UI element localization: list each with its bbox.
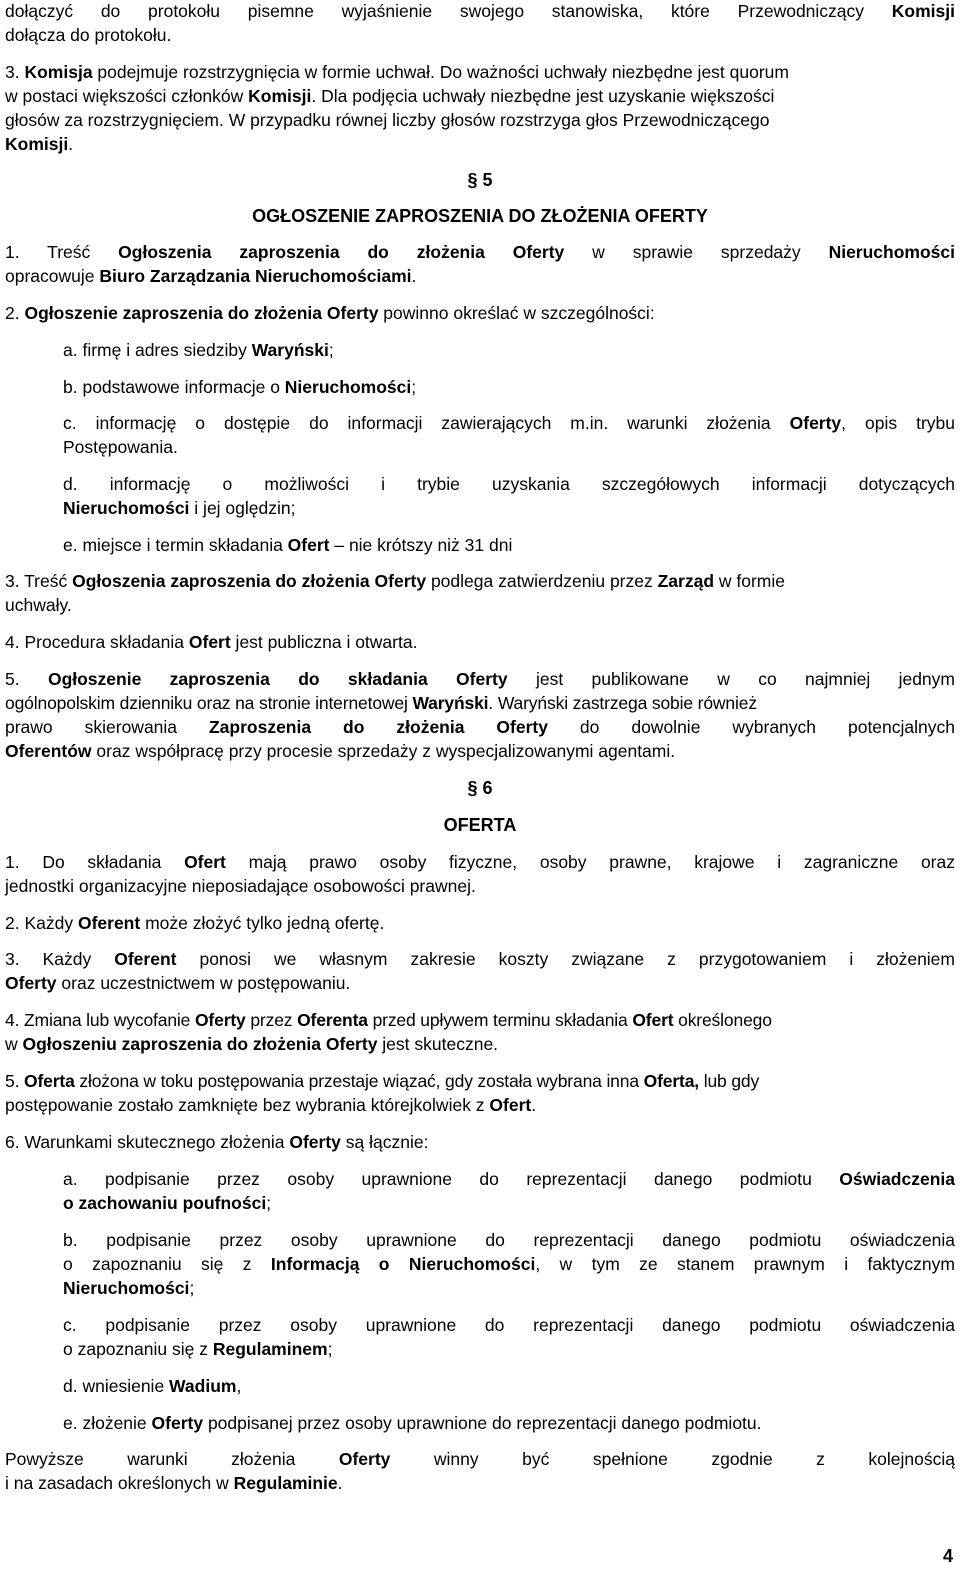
bold-term: Ogłoszenie zaproszenia do złożenia Oferty: [24, 303, 379, 323]
text-run: w formie: [714, 571, 785, 591]
text-run: w sprawie sprzedaży: [564, 242, 829, 262]
text-line: [0, 169, 960, 191]
text-line: [5, 875, 955, 897]
text-line: [5, 948, 955, 970]
text-line: [63, 339, 955, 361]
text-line: [5, 1448, 955, 1470]
text-line: [5, 1009, 955, 1031]
text-line: [63, 1229, 955, 1251]
text-run: 1. Treść: [5, 242, 119, 262]
text-run: 3. Każdy: [5, 949, 115, 969]
bold-term: Regulaminie: [233, 1473, 338, 1493]
bold-term: OGŁOSZENIE ZAPROSZENIA DO ZŁOŻENIA OFERTY: [252, 206, 708, 226]
text-line: [5, 24, 955, 46]
text-run: jest publiczna i otwarta.: [230, 632, 418, 652]
text-run: lub gdy: [699, 1071, 760, 1091]
text-run: ;: [327, 1339, 333, 1359]
bold-term: Oferty: [194, 1010, 246, 1030]
text-line: [5, 1131, 955, 1153]
bold-term: Komisji: [248, 86, 312, 106]
bold-term: § 6: [467, 778, 493, 798]
text-run: d. wniesienie: [63, 1376, 170, 1396]
bold-term: Ogłoszeniu zaproszenia do złożenia Oferty: [22, 1034, 378, 1054]
text-run: może złożyć tylko jedną ofertę.: [140, 913, 385, 933]
bold-term: Oferty: [5, 973, 57, 993]
bold-term: Regulaminem: [212, 1339, 328, 1359]
text-line: [5, 631, 955, 653]
text-run: d. informację o możliwości i trybie uzyskania szczegółowych informacji dotyczących: [63, 474, 955, 494]
bold-term: Waryński: [412, 693, 489, 713]
text-run: 5.: [5, 669, 48, 689]
text-run: podpisanej przez osoby uprawnione do reprezentacji danego podmiotu.: [203, 1413, 762, 1433]
bold-term: Wadium: [169, 1376, 237, 1396]
bold-term: Oferty: [789, 413, 842, 433]
text-run: przed upływem terminu składania: [367, 1010, 633, 1030]
text-line: [0, 777, 960, 799]
text-line: [0, 814, 960, 836]
text-run: .: [337, 1473, 343, 1493]
text-line: [5, 1094, 955, 1116]
bold-term: Oferentów: [5, 741, 92, 761]
text-line: [63, 1338, 955, 1360]
text-run: c. podpisanie przez osoby uprawnione do reprezentacji danego podmiotu oświadczenia: [63, 1315, 955, 1335]
text-line: [5, 692, 955, 714]
bold-term: Nieruchomości: [284, 377, 412, 397]
bold-term: Oferent: [114, 949, 177, 969]
text-run: , opis trybu: [841, 413, 955, 433]
text-run: a. firmę i adres siedziby: [63, 340, 252, 360]
text-run: i na zasadach określonych w: [5, 1473, 234, 1493]
text-run: winny być spełnione zgodnie z kolejnością: [390, 1449, 956, 1469]
text-line: [5, 972, 955, 994]
text-run: c. informację o dostępie do informacji zawierających m.in. warunki złożenia: [63, 413, 790, 433]
text-run: ,: [236, 1376, 242, 1396]
bold-term: Biuro Zarządzania Nieruchomościami: [99, 266, 412, 286]
bold-term: Komisja: [24, 62, 93, 82]
bold-term: Ogłoszenia zaproszenia do złożenia Oferty: [118, 242, 565, 262]
text-line: [5, 716, 955, 738]
text-run: jest skuteczne.: [377, 1034, 499, 1054]
text-line: [5, 1070, 955, 1092]
bold-term: Oświadczenia: [839, 1169, 955, 1189]
text-run: 2.: [5, 303, 25, 323]
text-run: .: [411, 266, 417, 286]
bold-term: Ofert: [489, 1095, 532, 1115]
page-number: 4: [942, 1546, 953, 1566]
bold-term: Oferent: [77, 913, 141, 933]
bold-term: Informacją o Nieruchomości: [270, 1254, 536, 1274]
text-run: opracowuje: [5, 266, 100, 286]
bold-term: Zarząd: [657, 571, 715, 591]
bold-term: Oferta: [24, 1071, 75, 1091]
text-run: 3. Treść: [5, 571, 73, 591]
text-run: ponosi we własnym zakresie koszty związane z przygotowaniem i złożeniem: [176, 949, 955, 969]
text-line: [63, 412, 955, 434]
text-run: . Dla podjęcia uchwały niezbędne jest uzyskanie większości: [311, 86, 775, 106]
bold-term: Ofert: [188, 632, 231, 652]
text-line: [63, 1412, 955, 1434]
text-line: [5, 851, 955, 873]
bold-term: Oferty: [151, 1413, 204, 1433]
bold-term: Ofert: [184, 852, 226, 872]
text-run: określonego: [673, 1010, 772, 1030]
text-run: 1. Do składania: [5, 852, 185, 872]
bold-term: Nieruchomości: [63, 1278, 190, 1298]
text-line: [63, 1168, 955, 1190]
text-run: oraz współpracę przy procesie sprzedaży z wyspecjalizowanymi agentami.: [91, 741, 676, 761]
text-run: do dowolnie wybranych potencjalnych: [547, 717, 955, 737]
bold-term: Oferenta: [297, 1010, 368, 1030]
text-run: . Waryński zastrzega sobie również: [488, 693, 757, 713]
text-run: b. podstawowe informacje o: [63, 377, 285, 397]
text-run: głosów za rozstrzygnięciem. W przypadku równej liczby głosów rozstrzyga głos Przewodniczącego: [5, 110, 770, 130]
text-run: w postaci większości członków: [5, 86, 249, 106]
text-line: [63, 473, 955, 495]
text-line: [5, 133, 955, 155]
text-line: [5, 302, 955, 324]
bold-term: Zaproszenia do złożenia Oferty: [208, 717, 548, 737]
text-line: [63, 436, 955, 458]
text-line: [5, 1472, 955, 1494]
text-line: [0, 205, 960, 227]
text-line: [5, 241, 955, 263]
text-run: są łącznie:: [340, 1132, 429, 1152]
bold-term: § 5: [467, 170, 493, 190]
bold-term: Ofert: [632, 1010, 674, 1030]
bold-term: Komisji: [5, 134, 69, 154]
text-run: o zapoznaniu się z: [63, 1339, 213, 1359]
text-line: [5, 594, 955, 616]
text-run: Powyższe warunki złożenia: [5, 1449, 339, 1469]
text-run: podejmuje rozstrzygnięcia w formie uchwał. Do ważności uchwały niezbędne jest quorum: [92, 62, 789, 82]
text-run: jednostki organizacyjne nieposiadające osobowości prawnej.: [5, 876, 476, 896]
text-run: e. miejsce i termin składania: [63, 535, 288, 555]
text-line: [63, 1277, 955, 1299]
text-line: [5, 109, 955, 131]
text-run: .: [531, 1095, 537, 1115]
bold-term: Komisji: [891, 1, 955, 21]
bold-term: Oferta,: [643, 1071, 700, 1091]
text-run: 5.: [5, 1071, 25, 1091]
text-run: dołącza do protokołu.: [5, 25, 172, 45]
text-run: – nie krótszy niż 31 dni: [329, 535, 513, 555]
bold-term: OFERTA: [443, 815, 517, 835]
text-run: 4. Procedura składania: [5, 632, 189, 652]
text-run: jest publikowane w co najmniej jednym: [507, 669, 955, 689]
text-line: [63, 1253, 955, 1275]
text-run: .: [68, 134, 74, 154]
bold-term: o zachowaniu poufności: [63, 1193, 267, 1213]
text-run: e. złożenie: [63, 1413, 152, 1433]
text-run: i jej oględzin;: [189, 498, 296, 518]
text-line: [63, 1192, 955, 1214]
text-line: [5, 668, 955, 690]
bold-term: Waryński: [251, 340, 329, 360]
text-run: ;: [189, 1278, 195, 1298]
bold-term: Ofert: [287, 535, 330, 555]
text-run: a. podpisanie przez osoby uprawnione do reprezentacji danego podmiotu: [63, 1169, 840, 1189]
text-line: [5, 1033, 955, 1055]
text-run: ogólnopolskim dzienniku oraz na stronie internetowej: [5, 693, 413, 713]
text-line: [63, 1314, 955, 1336]
text-run: prawo skierowania: [5, 717, 209, 737]
text-line: [63, 534, 955, 556]
text-run: ;: [266, 1193, 272, 1213]
bold-term: Ogłoszenia zaproszenia do złożenia Oferty: [72, 571, 427, 591]
text-line: [5, 265, 955, 287]
bold-term: Ogłoszenie zaproszenia do składania Oferty: [47, 669, 508, 689]
text-line: [5, 570, 955, 592]
text-run: b. podpisanie przez osoby uprawnione do reprezentacji danego podmiotu oświadczenia: [63, 1230, 955, 1250]
text-run: 2. Każdy: [5, 913, 78, 933]
text-line: [63, 376, 955, 398]
text-line: [5, 0, 955, 22]
text-run: ;: [411, 377, 417, 397]
text-run: dołączyć do protokołu pisemne wyjaśnienie swojego stanowiska, które Przewodniczący: [5, 1, 892, 21]
text-run: 6. Warunkami skutecznego złożenia: [5, 1132, 290, 1152]
text-run: podlega zatwierdzeniu przez: [426, 571, 658, 591]
text-line: [5, 61, 955, 83]
text-run: uchwały.: [5, 595, 72, 615]
bold-term: Oferty: [338, 1449, 391, 1469]
text-run: 4. Zmiana lub wycofanie: [5, 1010, 195, 1030]
bold-term: Nieruchomości: [63, 498, 190, 518]
text-run: Postępowania.: [63, 437, 178, 457]
text-run: 3.: [5, 62, 25, 82]
text-line: [5, 740, 955, 762]
text-run: w: [5, 1034, 23, 1054]
text-line: [5, 85, 955, 107]
text-run: ;: [328, 340, 334, 360]
bold-term: Nieruchomości: [828, 242, 955, 262]
text-line: [63, 1375, 955, 1397]
text-run: postępowanie zostało zamknięte bez wybrania którejkolwiek z: [5, 1095, 490, 1115]
bold-term: Oferty: [289, 1132, 341, 1152]
text-run: o zapoznaniu się z: [63, 1254, 271, 1274]
text-run: , w tym ze stanem prawnym i faktycznym: [535, 1254, 955, 1274]
text-run: mają prawo osoby fizyczne, osoby prawne, krajowe i zagraniczne oraz: [225, 852, 955, 872]
text-run: powinno określać w szczególności:: [378, 303, 655, 323]
text-run: przez: [245, 1010, 298, 1030]
text-run: oraz uczestnictwem w postępowaniu.: [56, 973, 351, 993]
text-line: [5, 912, 955, 934]
text-line: [63, 497, 955, 519]
text-run: złożona w toku postępowania przestaje wiązać, gdy została wybrana inna: [74, 1071, 644, 1091]
